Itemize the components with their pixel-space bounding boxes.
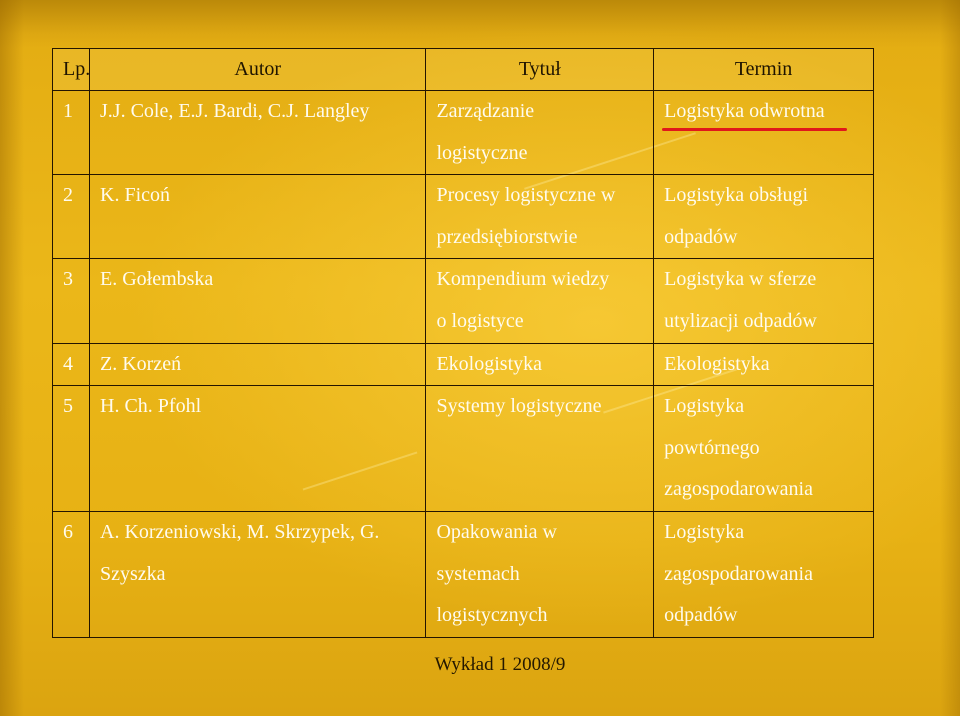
row-termin [654, 511, 874, 637]
tytul-line: Opakowania w [436, 520, 557, 543]
termin-line [664, 91, 863, 133]
row-autor: Z. Korzeń [90, 343, 426, 386]
termin-line: Logistyka w sferze [664, 268, 817, 291]
header-lp: Lp. [53, 49, 90, 91]
row-tytul [426, 175, 654, 259]
background-frame-top [0, 0, 960, 48]
table-row [53, 343, 874, 386]
row-tytul [426, 386, 654, 512]
termin-line: Logistyka obsługi [664, 184, 809, 207]
row-termin [654, 386, 874, 512]
termin-line: zagospodarowania [664, 478, 813, 501]
row-autor: A. Korzeniowski, M. Skrzypek, G. Szyszka [90, 511, 426, 637]
row-autor: J.J. Cole, E.J. Bardi, C.J. Langley [90, 91, 426, 175]
table-header-row [53, 49, 874, 91]
header-tytul: Tytuł [426, 49, 654, 91]
termin-line: Logistyka [664, 395, 745, 418]
tytul-line: Zarządzanie [436, 100, 535, 122]
header-termin: Termin [654, 49, 874, 91]
tytul-line: Procesy logistyczne w [436, 184, 616, 207]
tytul-line: Kompendium wiedzy [436, 268, 610, 291]
tytul-line: o logistyce [436, 309, 524, 332]
row-autor: E. Gołembska [90, 259, 426, 343]
row-lp: 4 [53, 343, 90, 386]
background-frame-left [0, 0, 24, 716]
tytul-line: logistycznych [436, 604, 548, 627]
row-autor: H. Ch. Pfohl [90, 386, 426, 512]
row-termin [654, 259, 874, 343]
tytul-line: Systemy logistyczne [436, 395, 602, 418]
background-frame-right [940, 0, 960, 716]
row-lp: 3 [53, 259, 90, 343]
table-row [53, 175, 874, 259]
termin-line: Logistyka [664, 520, 745, 543]
termin-line: zagospodarowania [664, 562, 813, 585]
row-autor: K. Ficoń [90, 175, 426, 259]
table-row [53, 91, 874, 175]
header-autor: Autor [90, 49, 426, 91]
tytul-line: logistyczne [436, 141, 528, 164]
tytul-line: przedsiębiorstwie [436, 225, 578, 248]
row-termin [654, 343, 874, 386]
tytul-line: systemach [436, 562, 520, 585]
row-tytul [426, 511, 654, 637]
row-tytul [426, 259, 654, 343]
table-row [53, 259, 874, 343]
row-termin [654, 175, 874, 259]
row-lp: 2 [53, 175, 90, 259]
row-tytul [426, 343, 654, 386]
slide-footer [0, 654, 960, 676]
row-lp: 1 [53, 91, 90, 175]
row-lp: 6 [53, 511, 90, 637]
table-header [53, 49, 874, 91]
termin-highlighted: Logistyka odwrotna [664, 91, 825, 133]
footer-text: Wykład 1 2008/9 [434, 654, 566, 675]
termin-line: powtórnego [664, 436, 760, 459]
termin-line: utylizacji odpadów [664, 309, 817, 332]
tytul-line: Ekologistyka [436, 352, 543, 375]
termin-line: odpadów [664, 225, 738, 248]
termin-line: odpadów [664, 604, 738, 627]
table-row [53, 386, 874, 512]
row-termin [654, 91, 874, 175]
termin-line: Ekologistyka [664, 352, 770, 375]
table-body [53, 91, 874, 638]
literature-table [52, 48, 874, 638]
table-row [53, 511, 874, 637]
row-tytul [426, 91, 654, 175]
row-lp: 5 [53, 386, 90, 512]
